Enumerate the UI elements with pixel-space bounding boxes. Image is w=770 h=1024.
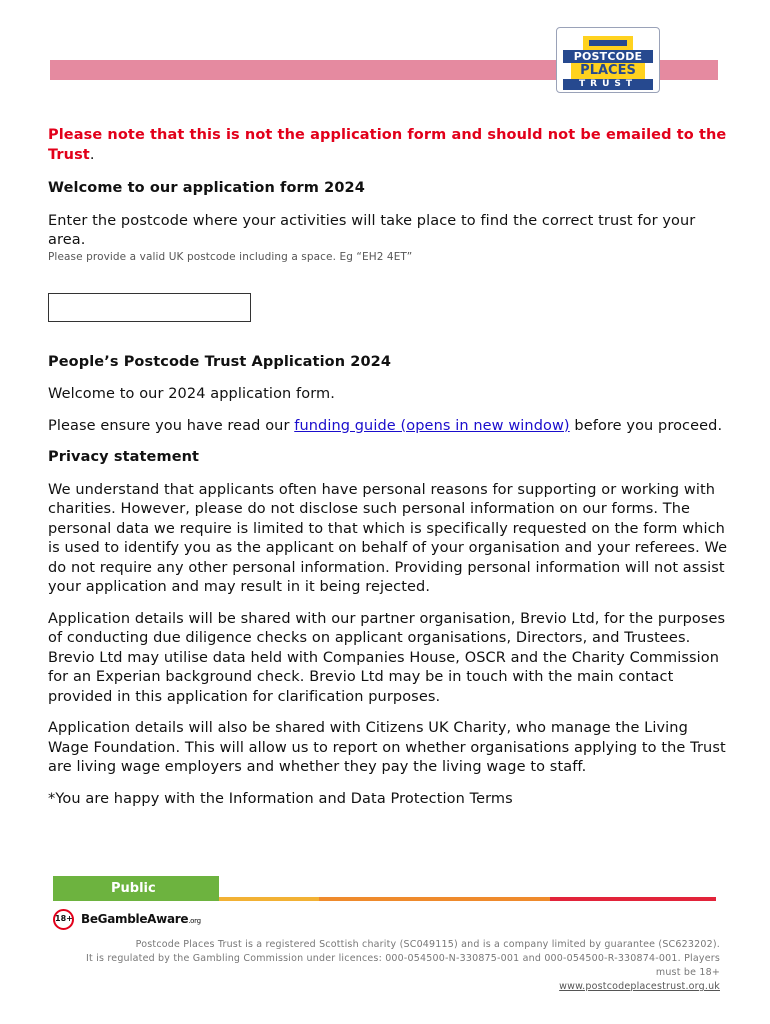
footer-stripe-yellow — [219, 897, 319, 901]
legal-line-1: Postcode Places Trust is a registered Scottish charity (SC049115) and is a company limited by guarantee (SC623202). — [135, 939, 720, 950]
notice-text: Please note that this is not the application form and should not be emailed to the Trust — [48, 127, 727, 163]
main-content — [48, 126, 728, 821]
footer-stripe-red — [550, 897, 716, 901]
privacy-paragraph-3: Application details will also be shared with Citizens UK Charity, who manage the Living Wage Foundation. This will allow us to report on whether organisations applying to the Trust are living wage employers and whether they pay the living wage to staff. — [48, 720, 726, 775]
postcode-places-trust-logo — [556, 27, 660, 93]
privacy-paragraph-1: We understand that applicants often have personal reasons for supporting or working with charities. However, please do not disclose such personal information on our forms. The personal data we require is limited to that which is specifically requested on the form which is used to identify you as the applicant on behalf of your organisation and your referees. We do not require any other personal information. Providing personal information will not assist your application and may result in it being rejected. — [48, 481, 728, 595]
privacy-paragraph-2: Application details will be shared with our partner organisation, Brevio Ltd, for the purposes of conducting due diligence checks on applicant organisations, Directors, and Trustees. Brevio Ltd may utilise data held with Companies House, OSCR and the Charity Commission for an Experian background check. Brevio Ltd may be in touch with the main contact provided in this application for clarification purposes. — [48, 610, 726, 705]
funding-guide-link[interactable]: funding guide (opens in new window) — [294, 417, 570, 434]
legal-line-2: It is regulated by the Gambling Commission under licences: 000-054500-N-330875-001 and 000-054500-R-330874-001. Players — [86, 953, 720, 964]
not-application-notice — [48, 126, 728, 165]
logo-flag-icon — [583, 36, 633, 50]
data-protection-terms: *You are happy with the Information and Data Protection Terms — [48, 790, 513, 807]
logo-line-trust: TRUST — [563, 79, 653, 90]
gamble-suffix: .org — [188, 917, 201, 925]
funding-guide-paragraph — [48, 417, 728, 437]
footer-legal — [40, 938, 720, 994]
application-heading: People’s Postcode Trust Application 2024 — [48, 353, 392, 370]
postcode-input[interactable] — [48, 293, 251, 322]
application-welcome: Welcome to our 2024 application form. — [48, 386, 335, 402]
logo-line-places: PLACES — [571, 63, 645, 79]
age-18-plus-icon: 18+ — [53, 909, 74, 930]
gamble-brand: BeGambleAware — [81, 912, 189, 926]
legal-line-3: must be 18+ — [655, 967, 720, 978]
postcode-hint: Please provide a valid UK postcode including a space. Eg “EH2 4ET” — [48, 250, 413, 263]
begambleaware-logo — [53, 907, 201, 931]
guide-suffix: before you proceed. — [569, 417, 723, 434]
guide-prefix: Please ensure you have read our — [48, 417, 295, 434]
public-classification-label: Public — [53, 876, 219, 901]
website-link[interactable]: www.postcodeplacestrust.org.uk — [559, 981, 720, 992]
postcode-instruction: Enter the postcode where your activities will take place to find the correct trust for your area. — [48, 212, 696, 248]
logo-line-postcode: POSTCODE — [563, 50, 653, 63]
footer-stripe-orange — [319, 897, 550, 901]
notice-period: . — [89, 146, 95, 163]
form-intro-heading: Welcome to our application form 2024 — [48, 180, 365, 196]
privacy-heading: Privacy statement — [48, 449, 200, 465]
begambleaware-text — [81, 912, 201, 926]
